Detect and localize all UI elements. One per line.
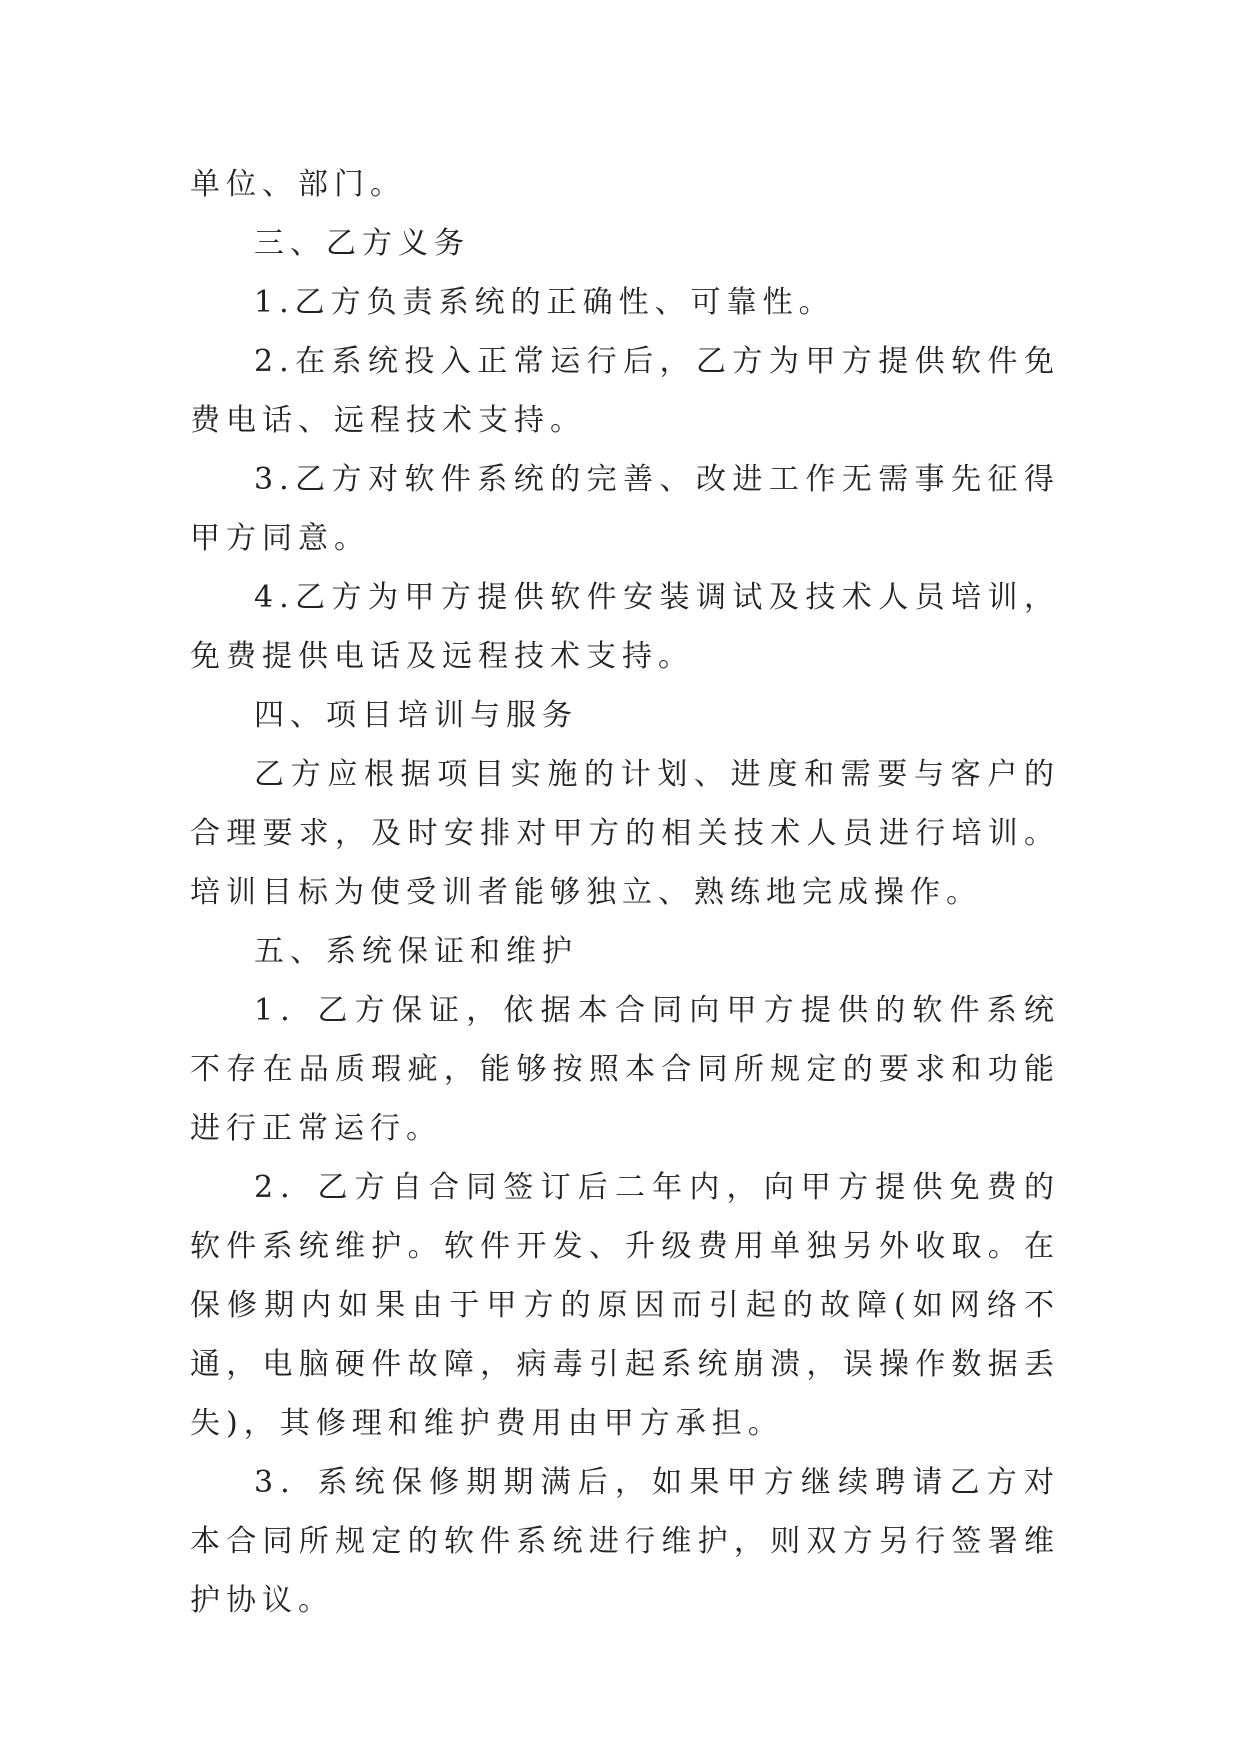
paragraph-continuation: 单位、部门。 — [190, 167, 406, 202]
training-paragraph: 乙方应根据项目实施的计划、进度和需要与客户的合理要求，及时安排对甲方的相关技术人员进行培训。培训目标为使受训者能够独立、熟练地完成操作。 — [190, 757, 1060, 910]
clause-3-3: 3.乙方对软件系统的完善、改进工作无需事先征得甲方同意。 — [190, 462, 1060, 556]
clause-5-3: 3．系统保修期期满后，如果甲方继续聘请乙方对本合同所规定的软件系统进行维护，则双方另行签署维护协议。 — [190, 1465, 1060, 1618]
clause-5-2: 2．乙方自合同签订后二年内，向甲方提供免费的软件系统维护。软件开发、升级费用单独另外收取。在保修期内如果由于甲方的原因而引起的故障(如网络不通，电脑硬件故障，病毒引起系统崩溃，误操作数据丢失)，其修理和维护费用由甲方承担。 — [190, 1170, 1060, 1441]
section-heading-warranty-maintenance: 五、系统保证和维护 — [254, 934, 578, 969]
clause-5-1: 1．乙方保证，依据本合同向甲方提供的软件系统不存在品质瑕疵，能够按照本合同所规定的要求和功能进行正常运行。 — [190, 993, 1060, 1146]
section-heading-training-service: 四、项目培训与服务 — [254, 698, 578, 733]
clause-3-1: 1.乙方负责系统的正确性、可靠性。 — [254, 285, 835, 320]
clause-3-2: 2.在系统投入正常运行后，乙方为甲方提供软件免费电话、远程技术支持。 — [190, 344, 1060, 438]
section-heading-party-b-obligations: 三、乙方义务 — [254, 226, 470, 261]
clause-3-4: 4.乙方为甲方提供软件安装调试及技术人员培训，免费提供电话及远程技术支持。 — [190, 580, 1060, 674]
document-body — [190, 155, 1060, 1630]
